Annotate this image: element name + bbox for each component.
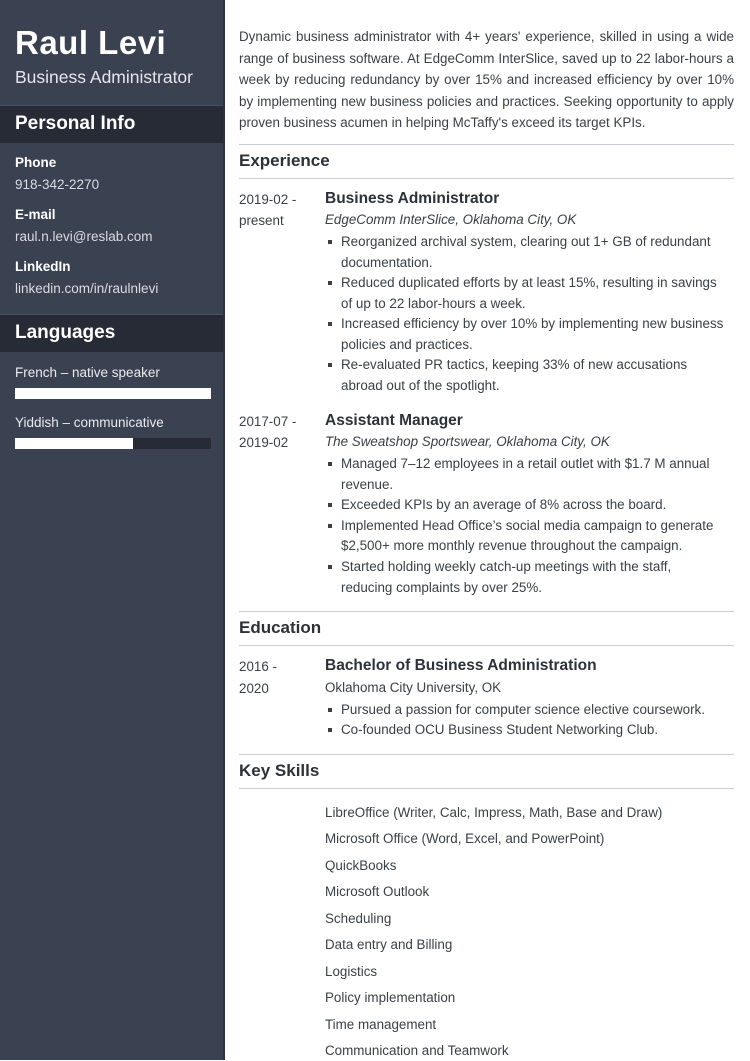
- education-section-heading: Education: [239, 611, 734, 646]
- date-to: present: [239, 212, 284, 228]
- linkedin-label: LinkedIn: [15, 259, 71, 274]
- language-label: Yiddish – communicative: [15, 415, 164, 430]
- date-to: 2019-02: [239, 435, 289, 451]
- entry-bullets: [325, 454, 732, 598]
- entry-dates: [239, 188, 325, 397]
- language-level-bar: [15, 438, 133, 449]
- skill-item: Microsoft Outlook: [325, 884, 430, 900]
- personal-info-heading: Personal Info: [0, 105, 223, 143]
- date-from: 2017-07 -: [239, 413, 297, 429]
- phone-field: [15, 154, 208, 193]
- candidate-name: Raul Levi: [15, 24, 167, 61]
- date-from: 2019-02 -: [239, 191, 297, 207]
- email-value: raul.n.levi@reslab.com: [15, 229, 153, 244]
- email-field: [15, 206, 208, 245]
- date-from: 2016 -: [239, 659, 277, 675]
- main-content: [225, 0, 750, 1060]
- skill-item: Microsoft Office (Word, Excel, and PowerPoint): [325, 831, 605, 847]
- entry-content: [325, 188, 734, 397]
- linkedin-value: linkedin.com/in/raulnlevi: [15, 281, 159, 296]
- skill-item: LibreOffice (Writer, Calc, Impress, Math, Base and Draw): [325, 804, 663, 820]
- experience-section-heading: Experience: [239, 144, 734, 179]
- bullet-item: Reorganized archival system, clearing out 1+ GB of redundant documentation.: [325, 232, 725, 273]
- phone-label: Phone: [15, 155, 57, 170]
- bullet-item: Exceeded KPIs by an average of 8% across the board.: [325, 495, 725, 516]
- date-to: 2020: [239, 680, 269, 696]
- candidate-job-title: Business Administrator: [15, 67, 193, 87]
- skill-item: Scheduling: [325, 910, 392, 926]
- entry-content: [325, 655, 734, 741]
- bullet-item: Implemented Head Office’s social media campaign to generate $2,500+ more monthly revenue throughout the campaign.: [325, 516, 725, 557]
- skill-item: Policy implementation: [325, 990, 456, 1006]
- entry-content: [325, 410, 734, 599]
- entry-title: Assistant Manager: [325, 411, 463, 429]
- language-level-bar: [15, 388, 211, 399]
- key-skills-section: [239, 754, 734, 1061]
- summary-paragraph: Dynamic business administrator with 4+ years' experience, skilled in using a wide range of business software. At EdgeComm InterSlice, saved up to 22 labor-hours a week by reducing redundancy by over 15% and increased efficiency by over 10% by implementing new business policies and practices. Seeking opportunity to apply proven business acumen in helping McTaffy's exceed its target KPIs.: [239, 29, 734, 130]
- skill-item: Communication and Teamwork: [325, 1043, 509, 1059]
- linkedin-field: [15, 258, 208, 297]
- skill-item: Time management: [325, 1016, 437, 1032]
- entry-dates: [239, 655, 325, 741]
- bullet-item: Reduced duplicated efforts by at least 15%, resulting in savings of up to 22 labor-hours a week.: [325, 273, 725, 314]
- entry-dates: [239, 410, 325, 599]
- languages-list: [0, 352, 223, 449]
- entry-organization: Oklahoma City University, OK: [325, 679, 502, 695]
- bullet-item: Started holding weekly catch-up meetings with the staff, reducing complaints by over 25%.: [325, 557, 725, 598]
- bullet-item: Pursued a passion for computer science elective coursework.: [325, 700, 725, 721]
- sidebar: [0, 0, 225, 1060]
- entry-title: Business Administrator: [325, 189, 500, 207]
- languages-heading: Languages: [0, 314, 223, 352]
- language-item: [15, 414, 208, 449]
- personal-info-fields: [0, 143, 223, 297]
- skill-item: Logistics: [325, 963, 378, 979]
- skill-item: Data entry and Billing: [325, 937, 453, 953]
- bullet-item: Re-evaluated PR tactics, keeping 33% of new accusations abroad out of the spotlight.: [325, 355, 725, 396]
- bullet-item: Co-founded OCU Business Student Networking Club.: [325, 720, 725, 741]
- bullet-item: Increased efficiency by over 10% by implementing new business policies and practices.: [325, 314, 725, 355]
- bullet-item: Managed 7–12 employees in a retail outlet with $1.7 M annual revenue.: [325, 454, 725, 495]
- skill-item: QuickBooks: [325, 857, 397, 873]
- entry-bullets: [325, 700, 732, 741]
- education-entry: [239, 655, 734, 741]
- key-skills-list: [325, 802, 734, 1061]
- language-level-track: [15, 438, 211, 449]
- language-level-track: [15, 388, 211, 399]
- entry-title: Bachelor of Business Administration: [325, 657, 597, 675]
- entry-organization: The Sweatshop Sportswear, Oklahoma City, OK: [325, 434, 610, 450]
- entry-organization: EdgeComm InterSlice, Oklahoma City, OK: [325, 211, 577, 227]
- email-label: E-mail: [15, 207, 56, 222]
- entry-bullets: [325, 232, 732, 397]
- experience-entry: [239, 188, 734, 397]
- experience-entry: [239, 410, 734, 599]
- language-label: French – native speaker: [15, 365, 160, 380]
- phone-value: 918-342-2270: [15, 177, 100, 192]
- key-skills-section-heading: Key Skills: [239, 754, 734, 789]
- language-item: [15, 364, 208, 399]
